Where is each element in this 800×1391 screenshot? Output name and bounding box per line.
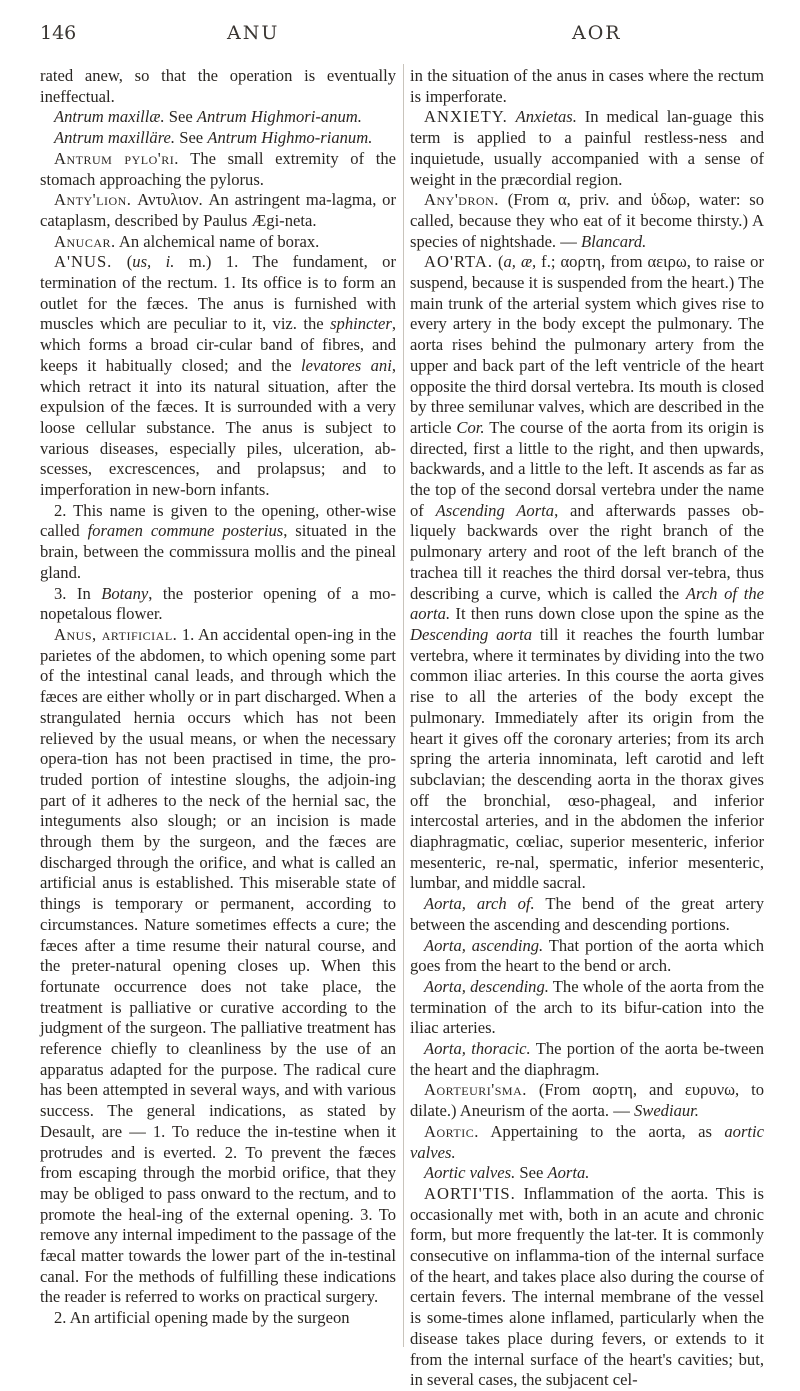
entry-aortic: Aortic. Appertaining to the aorta, as aortic valves. <box>410 1121 764 1162</box>
entry-aorta-descending: Aorta, descending. The whole of the aorta from the termination of the arch to its bifur-cation into the iliac arteries. <box>410 976 764 1038</box>
entry-aorteurisma: Aorteuri'sma. (From αορτη, and ευρυνω, to dilate.) Aneurism of the aorta. — Swediaur. <box>410 1080 764 1121</box>
entry-anus-sense-2: 2. This name is given to the opening, other-wise called foramen commune posterius, situated in the brain, between the commissura mollis and the pineal gland. <box>40 500 396 582</box>
page-number: 146 <box>40 22 77 44</box>
entry-antrum-maxillare: Antrum maxilläre. See Antrum Highmo-rianum. <box>54 128 373 148</box>
entry-aorta: AO'RTA. (a, æ, f.; αορτη, from αειρω, to raise or suspend, because it is suspended from the heart.) The main trunk of the arterial system which gives rise to every artery in the body except the pulmonary. The aorta rises behind the pulmonary artery from the upper and back part of the left ventricle of the heart opposite the third dorsal vertebra. Its mouth is closed by three semilunar valves, which are described in the article Cor. The course of the aorta from its origin is directed, first a little to the right, and then upwards, backwards, and a little to the left. It ascends as far as the top of the second dorsal vertebra under the name of Ascending Aorta, and afterwards passes ob-liquely backwards over the right branch of the pulmonary artery and root of the left branch of the trachea till it reaches the third dorsal ver-tebra, thus describing a curve, which is called the Arch of the aorta. It then runs down close upon the spine as the Descending aorta till it reaches the fourth lumbar vertebra, where it terminates by dividing into the two common iliac arteries. In this course the aorta gives rise to all the arteries of the body except the pulmonary. Immediately after its origin from the heart it gives off the coronary arteries; from its arch spring the arteria innominata, left carotid and left subclavian; the descending aorta in the thorax gives off the bronchial, œso-phageal, and inferior intercostal arteries, and in the abdomen the inferior diaphragmatic, cœliac, superior mesenteric, inferior mesenteric, re-nal, spermatic, inferior mesenteric, lumbar, and middle sacral. <box>410 252 765 893</box>
entry-anus-artificial: Anus, artificial. 1. An accidental open-ing in the parietes of the abdomen, to which opening some part of the intestinal canal leads, and through which the fæces are either wholly or in part discharged. When a strangulated hernia occurs which has not been relieved by the usual means, or when the necessary opera-tion has not been practised in time, the pro-truded portion of intestine sloughs, the adjoin-ing part of it adheres to the neck of the hernial sac, the integuments also slough; or an incision is made through them by the surgeon, and the fæces are discharged through the orifice, and what is called an artificial anus is established. This miserable state of things is temporary or permanent, according to circumstances. Nature sometimes effects a cure; the fæces after a time resume their natural course, and the preter-natural opening closes up. When this fortunate occurrence does not take place, the treatment is palliative or curative according to the judgment of the surgeon. The palliative treatment has reference chiefly to cleanliness by the use of an apparatus adapted for the purpose. The radical cure has been attempted in several ways, and with various success. The general indications, as stated by Desault, are — 1. To reduce the in-testine when it protrudes and is everted. 2. To prevent the fæces from escaping through the morbid orifice, that they may be obliged to pass onward to the rectum, and to promote the heal-ing of the external opening. 3. To remove any internal impediment to the passage of the fæcal matter towards the lower part of the in-testinal canal. For the methods of fulfilling these indications the reader is referred to works on practical surgery. <box>40 624 396 1307</box>
column-divider <box>403 64 404 1347</box>
entry-antrum-maxillae: Antrum maxillæ. See Antrum Highmori-anum. <box>54 107 362 127</box>
entry-aorta-ascending: Aorta, ascending. That portion of the aorta which goes from the heart to the bend or arch. <box>410 935 764 976</box>
entry-anucar: Anucar. An alchemical name of borax. <box>54 231 320 251</box>
entry-aorta-arch: Aorta, arch of. The bend of the great artery between the ascending and descending portions. <box>410 894 765 934</box>
entry-antrum-pylori: Antrum pylo'ri. The small extremity of the stomach approaching the pylorus. <box>40 148 396 189</box>
entry-aortic-valves: Aortic valves. See Aorta. <box>424 1163 590 1183</box>
entry-anydron: Any'dron. (From α, priv. and ὑδωρ, water: so called, because they who eat of it become thirsty.) A species of nightshade. — Blancard. <box>410 190 764 251</box>
entry-anus: A'NUS. (us, i. m.) 1. The fundament, or termination of the rectum. 1. Its office is to form an outlet for the fæces. The anus is furnished with muscles which are peculiar to it, viz. the sphincter, which forms a broad cir-cular band of fibres, and keeps it habitually closed; and the levatores ani, which retract it into its natural situation, after the expulsion of the fæces. It is surrounded with a very loose cellular substance. The anus is subject to various diseases, especially piles, ulceration, ab-scesses, excrescences, and prolapsus; and to imperforation in new-born infants. <box>40 252 396 500</box>
entry-anxiety: ANXIETY. Anxietas. In medical lan-guage this term is applied to a painful restless-ness and inquietude, usually accompanied with a sense of weight in the præcordial region. <box>410 107 764 189</box>
entry-continuation: in the situation of the anus in cases where the rectum is imperforate. <box>410 66 764 106</box>
entry-aortitis: AORTI'TIS. Inflammation of the aorta. This is occasionally met with, both in an acute and chronic form, but more frequently the lat-ter. It is commonly consecutive on inflamma-tion of the internal surface of the heart, and takes place also during the course of certain fevers. The internal membrane of the vessel is some-times alone inflamed, particularly when the disease takes place during fevers, or extends to it from the internal surface of the heart's cavities; but, in several cases, the subjacent cel- <box>410 1183 764 1390</box>
entry-anus-sense-3: 3. In Botany, the posterior opening of a mo-nopetalous flower. <box>40 583 396 624</box>
running-header <box>40 12 766 52</box>
entry-antylion: Anty'lion. Αντυλιον. An astringent ma-lagma, or cataplasm, described by Paulus Ægi-neta. <box>40 190 396 230</box>
right-running-head: AOR <box>572 22 622 44</box>
right-column <box>410 66 765 1390</box>
entry-continuation: rated anew, so that the operation is eventually ineffectual. <box>40 66 396 106</box>
entry-anus-artificial-sense-2: 2. An artificial opening made by the surgeon <box>54 1308 350 1328</box>
entry-aorta-thoracic: Aorta, thoracic. The portion of the aorta be-tween the heart and the diaphragm. <box>410 1039 765 1079</box>
left-column <box>40 66 396 1349</box>
left-running-head: ANU <box>227 22 280 44</box>
